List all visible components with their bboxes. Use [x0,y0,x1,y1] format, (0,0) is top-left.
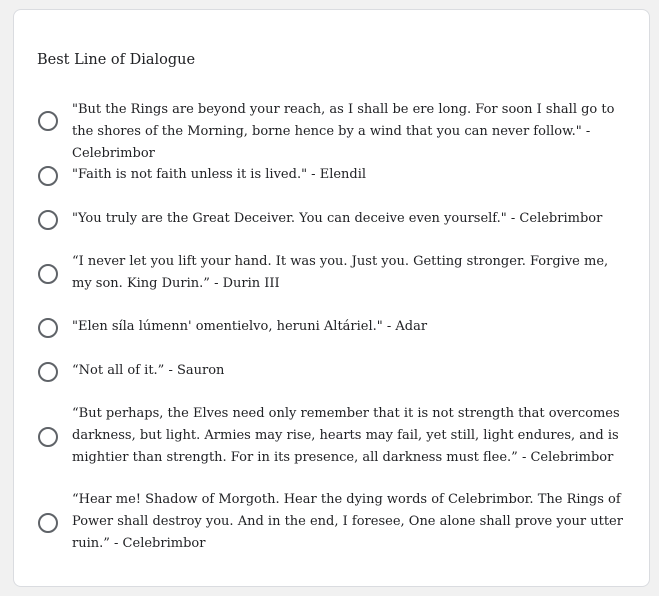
option-label[interactable]: “Hear me! Shadow of Morgoth. Hear the dying words of Celebrimbor. The Rings of Power shall destroy you. And in the end, I foresee, One alone shall prove your utter ruin.” - Celebrimbor [72,492,623,551]
radio-button[interactable] [38,427,58,447]
option-label[interactable]: “I never let you lift your hand. It was you. Just you. Getting stronger. Forgive me, my son. King Durin.” - Durin III [72,254,609,291]
radio-button[interactable] [38,166,58,186]
option-label[interactable]: "Faith is not faith unless it is lived." - Elendil [72,167,367,182]
radio-button[interactable] [38,362,58,382]
radio-button[interactable] [38,111,58,131]
question-title: Best Line of Dialogue [37,52,196,68]
radio-button[interactable] [38,210,58,230]
radio-button[interactable] [38,264,58,284]
radio-group [14,10,649,586]
option-label[interactable]: "But the Rings are beyond your reach, as I shall be ere long. For soon I shall go to the shores of the Morning, borne hence by a wind that you can never follow." - Celebrimbor [72,102,615,161]
question-card [13,9,650,587]
option-label[interactable]: “Not all of it.” - Sauron [72,363,225,378]
option-label[interactable]: “But perhaps, the Elves need only remember that it is not strength that overcomes darkness, but light. Armies may rise, hearts may fail, yet still, light endures, and is mightier than strength. For in its presence, all darkness must flee.” - Celebrimbor [72,406,620,465]
option-label[interactable]: "Elen síla lúmenn' omentielvo, heruni Altáriel." - Adar [72,319,428,334]
radio-button[interactable] [38,318,58,338]
radio-button[interactable] [38,513,58,533]
option-label[interactable]: "You truly are the Great Deceiver. You can deceive even yourself." - Celebrimbor [72,211,603,226]
